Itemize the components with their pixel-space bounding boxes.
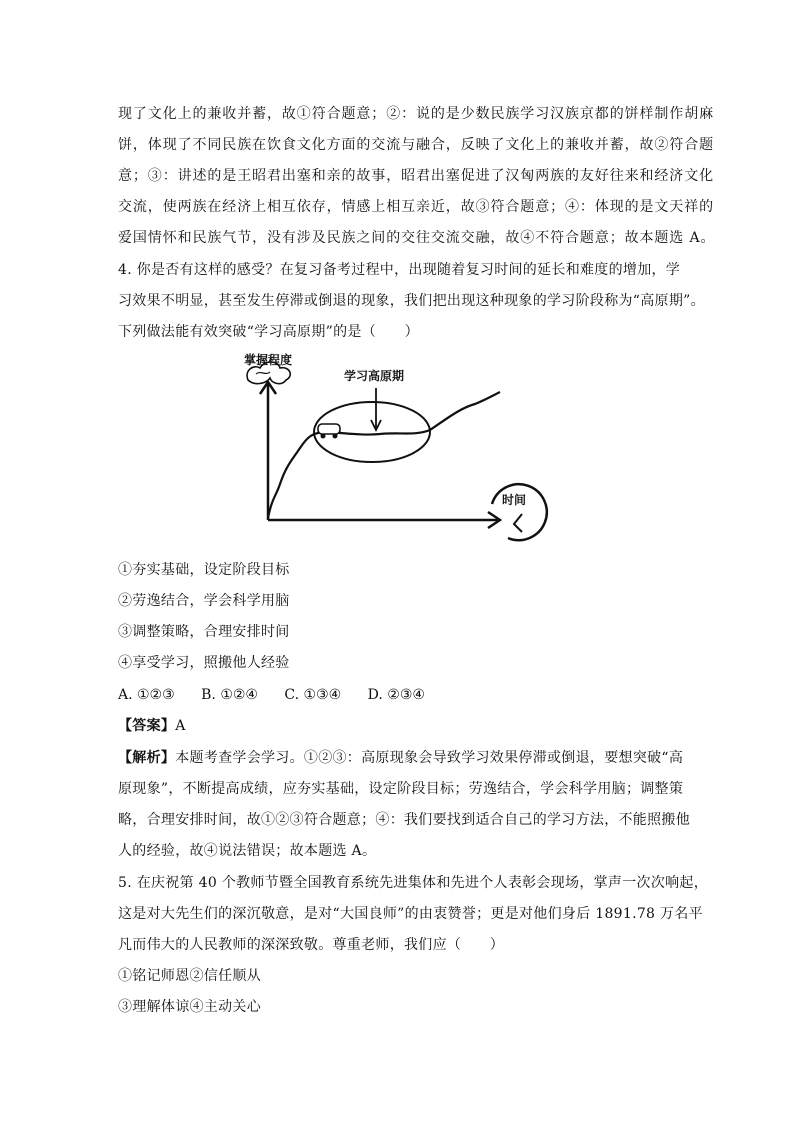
q4-item-4: ④享受学习，照搬他人经验 (118, 655, 290, 671)
analysis-tag: 【解析】 (118, 750, 176, 766)
question5-stem-line-2: 这是对大先生们的深沉敬意，是对“大国良师”的由衷赞誉；更是对他们身后 1891.78 万名平 (118, 906, 703, 922)
q4-analysis-line-4: 人的经验，故④说法错误；故本题选 A。 (118, 843, 377, 859)
q4-options (118, 685, 447, 705)
prev-analysis-line-2: 饼，体现了不同民族在饮食文化方面的交流与融合，反映了文化上的兼收并蓄，故②符合题 (118, 137, 714, 153)
question5-stem-line-3: 凡而伟大的人民教师的深深致敬。尊重老师，我们应（ ） (118, 937, 505, 953)
q4-analysis-line-1 (118, 748, 683, 768)
plateau-diagram-svg (230, 348, 560, 548)
car-icon (318, 424, 340, 434)
x-axis-label: 时间 (502, 493, 527, 507)
question5-stem-line-1: 5. 在庆祝第 40 个教师节暨全国教育系统先进集体和先进个人表彰会现场，掌声一次次响起， (118, 875, 709, 891)
q4-analysis-line-2: 原现象”，不断提高成绩，应夯实基础，设定阶段目标；劳逸结合，学会科学用脑；调整策 (118, 781, 684, 797)
option-a: A. ①②③ (118, 687, 175, 703)
car-wheel-icon (333, 434, 338, 439)
question4-stem-line-1: 4. 你是否有这样的感受？在复习备考过程中，出现随着复习时间的延长和难度的增加，学 (118, 262, 681, 278)
q4-item-1: ①夯实基础，设定阶段目标 (118, 562, 290, 578)
option-b: B. ①②④ (201, 687, 258, 703)
analysis-text: 本题考查学会学习。①②③：高原现象会导致学习效果停滞或倒退，要想突破“高 (175, 750, 684, 766)
prev-analysis-line-4: 交流，使两族在经济上相互依存，情感上相互亲近，故③符合题意；④：体现的是文天祥的 (118, 199, 714, 215)
q4-answer (118, 716, 186, 736)
question4-stem-line-3: 下列做法能有效突破“学习高原期”的是（ ） (118, 324, 419, 340)
plateau-label: 学习高原期 (344, 369, 405, 383)
q4-analysis-line-3: 略，合理安排时间，故①②③符合题意；④：我们要找到适合自己的学习方法，不能照搬他 (118, 812, 690, 828)
car-wheel-icon (321, 434, 326, 439)
answer-value: A (175, 718, 186, 734)
prev-analysis-line-5: 爱国情怀和民族气节，没有涉及民族之间的交往交流交融，故④不符合题意；故本题选 A。 (118, 230, 716, 246)
learning-curve (268, 392, 500, 518)
learning-plateau-figure (230, 348, 560, 548)
prev-analysis-line-1: 现了文化上的兼收并蓄，故①符合题意；②：说的是少数民族学习汉族京都的饼样制作胡麻 (118, 106, 714, 122)
answer-tag: 【答案】 (118, 718, 176, 734)
hand-detail-icon (256, 372, 270, 374)
option-c: C. ①③④ (284, 687, 342, 703)
clock-hand-icon (514, 514, 522, 532)
q5-item-2: ③理解体谅④主动关心 (118, 999, 261, 1015)
prev-analysis-line-3: 意；③：讲述的是王昭君出塞和亲的故事，昭君出塞促进了汉匈两族的友好往来和经济文化 (118, 168, 714, 184)
y-axis-label: 掌握程度 (244, 353, 293, 367)
q4-item-2: ②劳逸结合，学会科学用脑 (118, 593, 290, 609)
q4-item-3: ③调整策略，合理安排时间 (118, 624, 290, 640)
question4-stem-line-2: 习效果不明显，甚至发生停滞或倒退的现象，我们把出现这种现象的学习阶段称为“高原期”。 (118, 293, 705, 309)
option-d: D. ②③④ (367, 687, 425, 703)
q5-item-1: ①铭记师恩②信任顺从 (118, 968, 261, 984)
